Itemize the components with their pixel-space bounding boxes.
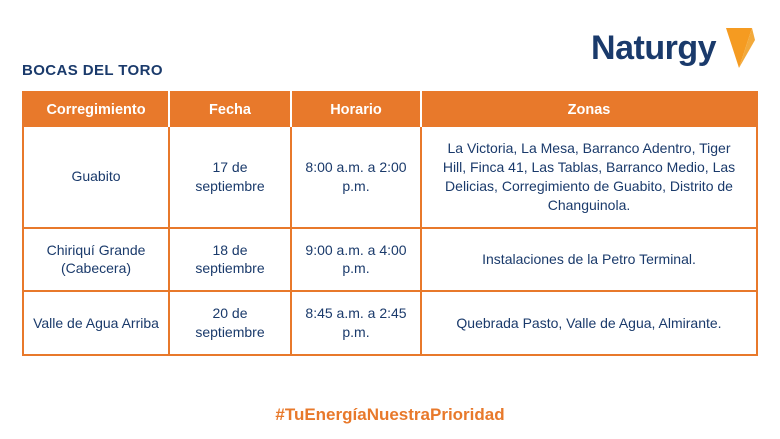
brand-name: Naturgy (591, 29, 716, 67)
campaign-hashtag: #TuEnergíaNuestraPrioridad (275, 405, 505, 424)
cell-zonas: Instalaciones de la Petro Terminal. (421, 228, 757, 292)
column-header-zonas: Zonas (421, 92, 757, 127)
page-title: BOCAS DEL TORO (22, 62, 163, 79)
cell-zonas: La Victoria, La Mesa, Barranco Adentro, Tiger Hill, Finca 41, Las Tablas, Barranco Medio, Las Delicias, Corregimiento de Guabito, Distrito de Changuinola. (421, 127, 757, 228)
column-header-horario: Horario (291, 92, 421, 127)
cell-horario: 8:00 a.m. a 2:00 p.m. (291, 127, 421, 228)
cell-corregimiento: Valle de Agua Arriba (23, 291, 169, 355)
cell-corregimiento: Guabito (23, 127, 169, 228)
naturgy-flame-icon (722, 26, 756, 70)
brand-logo (591, 26, 756, 70)
table-body (23, 127, 757, 355)
cell-fecha: 17 de septiembre (169, 127, 291, 228)
cell-zonas: Quebrada Pasto, Valle de Agua, Almirante. (456, 314, 722, 331)
cell-fecha: 20 de septiembre (169, 291, 291, 355)
cell-horario: 8:45 a.m. a 2:45 p.m. (291, 291, 421, 355)
column-header-corregimiento: Corregimiento (23, 92, 169, 127)
table-row (23, 291, 757, 355)
schedule-table-container (22, 91, 758, 356)
column-header-fecha: Fecha (169, 92, 291, 127)
table-header-row (23, 92, 757, 127)
table-header (23, 92, 757, 127)
schedule-table (22, 91, 758, 356)
cell-corregimiento: Chiriquí Grande (Cabecera) (23, 228, 169, 292)
cell-fecha: 18 de septiembre (169, 228, 291, 292)
cell-horario: 9:00 a.m. a 4:00 p.m. (291, 228, 421, 292)
table-row (23, 127, 757, 228)
table-row (23, 228, 757, 292)
